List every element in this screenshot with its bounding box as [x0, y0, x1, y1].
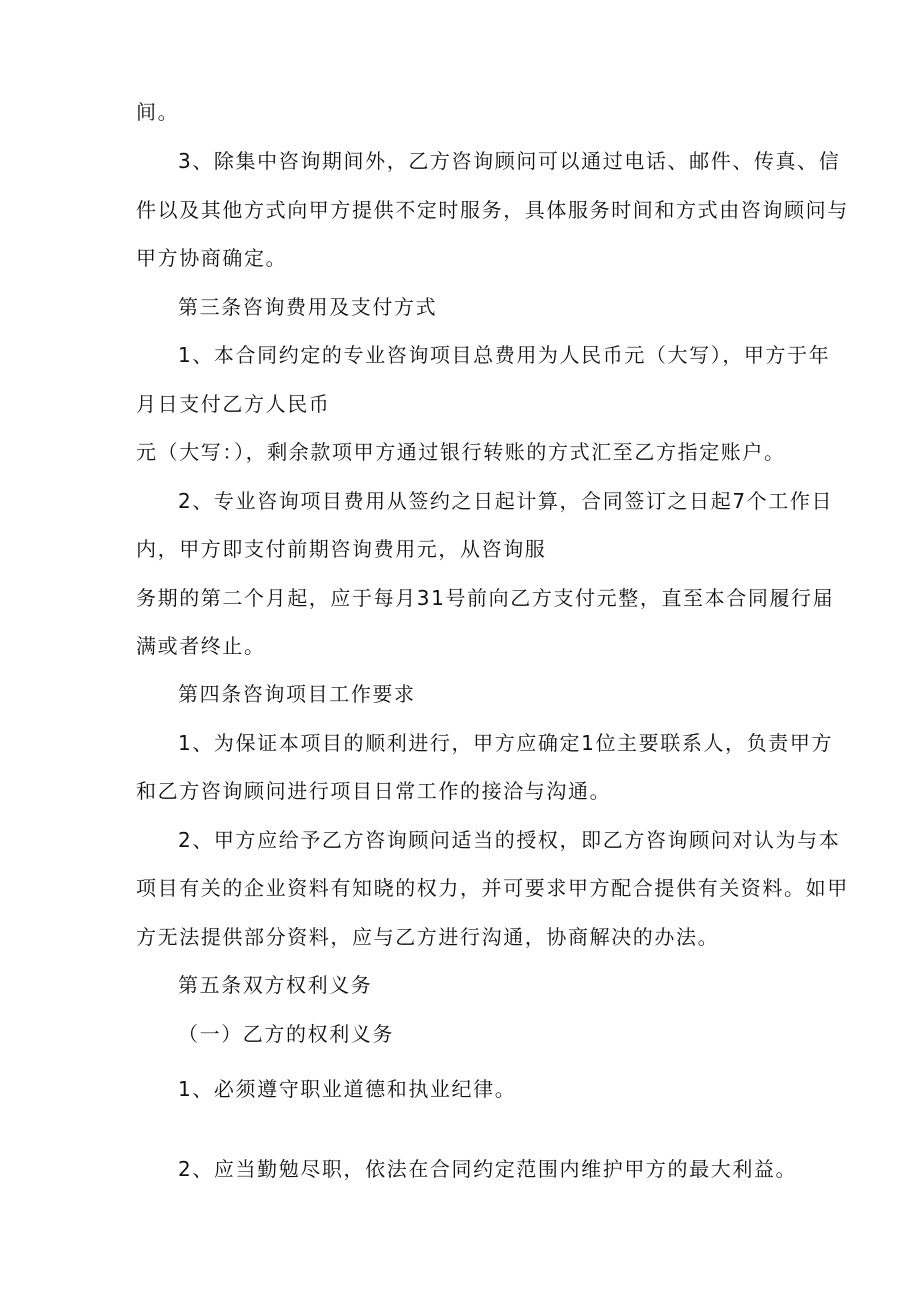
paragraph-clause-3-1-line-2: 月日支付乙方人民币 [136, 392, 331, 416]
subsection-heading-party-b-rights: （一）乙方的权利义务 [178, 1022, 394, 1046]
paragraph-clause-3-2-line-3: 务期的第二个月起，应于每月31号前向乙方支付元整，直至本合同履行届 [136, 586, 835, 610]
paragraph-clause-3-2-line-1: 2、专业咨询项目费用从签约之日起计算，合同签订之日起7个工作日 [178, 489, 834, 513]
paragraph-clause-2-3-line-2: 件以及其他方式向甲方提供不定时服务，具体服务时间和方式由咨询顾问与 [136, 198, 849, 222]
paragraph-clause-3-1-line-1: 1、本合同约定的专业咨询项目总费用为人民币元（大写），甲方于年 [178, 343, 831, 367]
paragraph-clause-2-3-line-3: 甲方协商确定。 [136, 246, 288, 270]
paragraph-clause-5-1-2: 2、应当勤勉尽职，依法在合同约定范围内维护甲方的最大利益。 [178, 1157, 798, 1181]
section-heading-article-4: 第四条咨询项目工作要求 [178, 682, 416, 706]
paragraph-clause-3-1-line-3: 元（大写：），剩余款项甲方通过银行转账的方式汇至乙方指定账户。 [136, 440, 786, 464]
paragraph-clause-4-2-line-1: 2、甲方应给予乙方咨询顾问适当的授权，即乙方咨询顾问对认为与本 [178, 828, 841, 852]
paragraph-clause-4-1-line-1: 1、为保证本项目的顺利进行，甲方应确定1位主要联系人，负责甲方 [178, 731, 834, 755]
paragraph-clause-3-2-line-2: 内，甲方即支付前期咨询费用元，从咨询服 [136, 537, 547, 561]
section-heading-article-5: 第五条双方权利义务 [178, 973, 373, 997]
paragraph-clause-4-2-line-2: 项目有关的企业资料有知晓的权力，并可要求甲方配合提供有关资料。如甲 [136, 876, 849, 900]
paragraph-clause-2-3-line-1: 3、除集中咨询期间外，乙方咨询顾问可以通过电话、邮件、传真、信 [178, 149, 841, 173]
paragraph-clause-5-1-1: 1、必须遵守职业道德和执业纪律。 [178, 1077, 517, 1101]
paragraph-clause-4-2-line-3: 方无法提供部分资料，应与乙方进行沟通，协商解决的办法。 [136, 925, 720, 949]
section-heading-article-3: 第三条咨询费用及支付方式 [178, 295, 438, 319]
text-line-continuation: 间。 [136, 100, 180, 124]
paragraph-clause-3-2-line-4: 满或者终止。 [136, 634, 266, 658]
paragraph-clause-4-1-line-2: 和乙方咨询顾问进行项目日常工作的接洽与沟通。 [136, 779, 612, 803]
